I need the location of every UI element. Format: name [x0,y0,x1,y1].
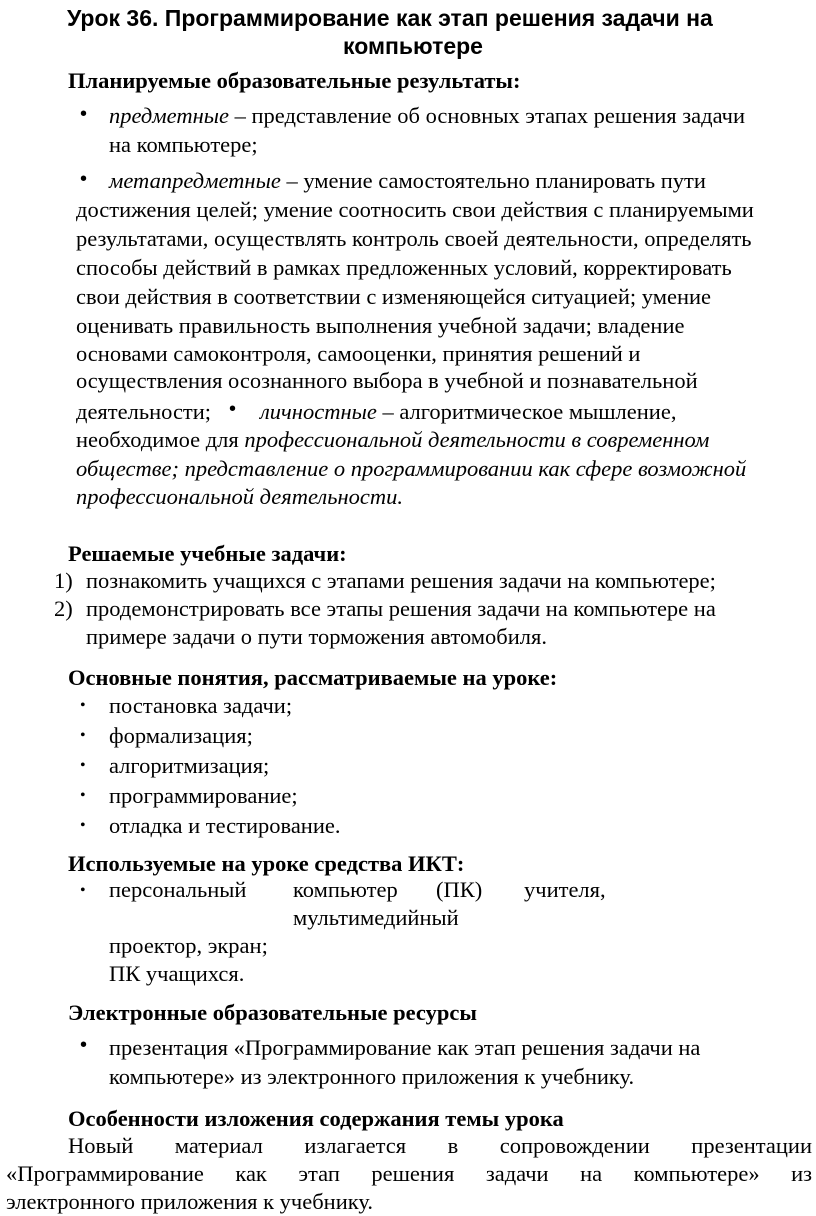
outcome-personal-line4: профессиональной деятельности. [76,484,403,509]
outcome-meta-line: деятельности; [76,399,212,424]
outcome-personal-term: личностные [260,399,377,424]
ict-word: (ПК) [436,877,483,902]
outcome-subject-line2: на компьютере; [109,132,258,157]
task-number: 1) [54,568,73,593]
resource-item-line2: компьютере» из электронного приложения к учебнику. [109,1064,635,1089]
bullet-icon: • [80,882,86,899]
outcome-meta-term: метапредметные [109,168,281,193]
task-item: познакомить учащихся с этапами решения задачи на компьютере; [86,568,716,593]
task-item: продемонстрировать все этапы решения задачи на компьютере на [86,596,716,621]
outcome-meta-line: способы действий в рамках предложенных условий, корректировать [76,255,732,280]
bullet-icon: • [80,757,86,774]
ict-word: компьютер [293,877,398,902]
features-text-line: Новый материал излагается в сопровождении презентации [68,1133,812,1158]
page-title-line2: компьютере [343,33,483,59]
features-heading: Особенности изложения содержания темы урока [68,1106,564,1131]
outcome-meta [109,166,706,195]
outcome-meta-line: оценивать правильность выполнения учебной задачи; владение [76,313,685,338]
bullet-icon: • [80,103,88,125]
bullet-icon: • [80,787,86,804]
outcome-subject-term: предметные [109,103,229,128]
ict-line: ПК учащихся. [109,961,245,986]
bullet-icon: • [80,727,86,744]
outcome-meta-line: осуществления осознанного выбора в учебной и познавательной [76,368,698,393]
concept-item: отладка и тестирование. [109,813,341,838]
ict-word: учителя, [524,877,606,902]
outcome-meta-line: достижения целей; умение соотносить свои действия с планируемыми [76,197,754,222]
outcome-subject [109,101,745,130]
outcome-subject-text: – представление об основных этапах решения задачи [229,103,746,128]
features-text-line: «Программирование как этап решения задачи на компьютере» из [6,1161,812,1186]
page-title: Урок 36. Программирование как этап решения задачи на [67,5,713,31]
features-text-line: электронного приложения к учебнику. [6,1189,373,1214]
outcome-meta-text: – умение самостоятельно планировать пути [280,168,706,193]
concept-item: программирование; [109,783,298,808]
outcome-meta-line: свои действия в соответствии с изменяющейся ситуацией; умение [76,284,712,309]
concepts-heading: Основные понятия, рассматриваемые на уроке: [68,665,558,690]
outcome-personal-italic: профессиональной деятельности в современном [244,427,710,452]
outcome-personal-line2 [76,425,709,454]
outcome-meta-line: результатами, осуществлять контроль своей деятельности, определять [76,226,752,251]
bullet-icon: • [80,168,88,190]
outcome-personal-text: – алгоритмическое мышление, [376,399,677,424]
tasks-heading: Решаемые учебные задачи: [68,541,347,566]
bullet-icon: • [229,398,237,420]
outcome-personal-plain: необходимое для [76,427,245,452]
bullet-icon: • [80,1034,88,1056]
outcome-personal [260,397,676,426]
outcome-meta-line: основами самоконтроля, самооценки, принятия решений и [76,341,641,366]
task-number: 2) [54,596,73,621]
outcomes-heading: Планируемые образовательные результаты: [68,68,521,93]
concept-item: алгоритмизация; [109,753,270,778]
ict-word: персональный [109,877,247,902]
ict-line: проектор, экран; [109,933,268,958]
concept-item: постановка задачи; [109,693,293,718]
ict-line: мультимедийный [293,905,459,930]
resources-heading: Электронные образовательные ресурсы [68,1000,477,1025]
task-item-line2: примере задачи о пути торможения автомобиля. [86,624,547,649]
outcome-personal-line3: обществе; представление о программировании как сфере возможной [76,456,747,481]
concept-item: формализация; [109,723,253,748]
bullet-icon: • [80,697,86,714]
bullet-icon: • [80,817,86,834]
resource-item: презентация «Программирование как этап решения задачи на [109,1035,701,1060]
ict-heading: Используемые на уроке средства ИКТ: [68,851,465,876]
